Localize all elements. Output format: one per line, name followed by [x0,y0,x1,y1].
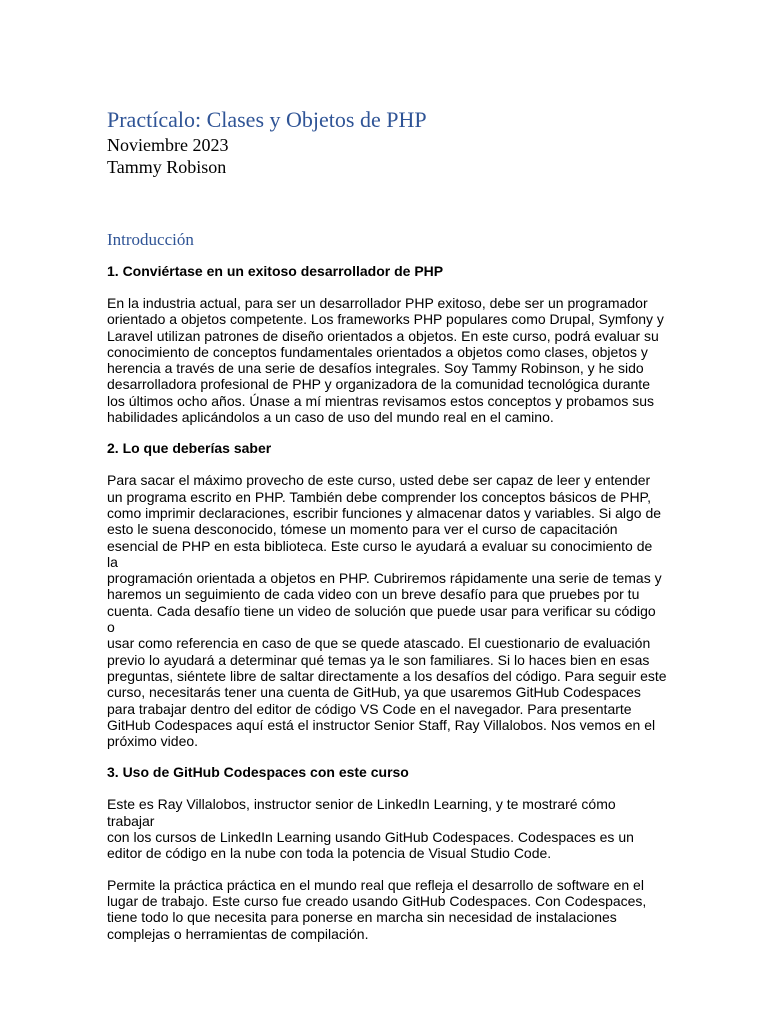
subsection-heading-2: 2. Lo que deberías saber [107,440,272,457]
paragraph-line: previo lo ayudará a determinar qué temas ya le son familiares. Si lo haces bien en esas [107,651,650,668]
paragraph-line: como imprimir declaraciones, escribir funciones y almacenar datos y variables. Si algo de [107,504,662,521]
paragraph-line: Laravel utilizan patrones de diseño orientados a objetos. En este curso, podrá evaluar su [107,327,659,344]
paragraph-line: para trabajar dentro del editor de código VS Code en el navegador. Para presentarte [107,700,632,717]
paragraph-line: orientado a objetos competente. Los frameworks PHP populares como Drupal, Symfony y [107,311,664,328]
paragraph-line: usar como referencia en caso de que se quede atascado. El cuestionario de evaluación [107,635,651,652]
paragraph-line: conocimiento de conceptos fundamentales orientados a objetos como clases, objetos y [107,343,648,360]
paragraph-1-1 [107,295,667,425]
paragraph-line: programación orientada a objetos en PHP. Cubriremos rápidamente una serie de temas y [107,570,662,587]
paragraph-3-2 [107,877,667,942]
paragraph-line: Este es Ray Villalobos, instructor senior de LinkedIn Learning, y te mostraré cómo trabajar [107,796,616,829]
paragraph-line: preguntas, siéntete libre de saltar directamente a los desafíos del código. Para seguir este [107,667,667,684]
paragraph-line: lugar de trabajo. Este curso fue creado usando GitHub Codespaces. Con Codespaces, [107,892,647,909]
subsection-heading-1: 1. Conviértase en un exitoso desarrollador de PHP [107,263,444,279]
paragraph-line: cuenta. Cada desafío tiene un video de solución que puede usar para verificar su código o [107,602,656,636]
document-author: Tammy Robison [107,157,227,177]
paragraph-line: desarrolladora profesional de PHP y organizadora de la comunidad tecnológica durante [107,376,650,393]
paragraph-line: un programa escrito en PHP. También debe comprender los conceptos básicos de PHP, [107,488,651,505]
paragraph-line: GitHub Codespaces aquí está el instructor Senior Staff, Ray Villalobos. Nos vemos en el [107,716,656,733]
paragraph-line: herencia a través de una serie de desafíos integrales. Soy Tammy Robinson, y he sido [107,360,644,377]
section-heading-introduccion: Introducción [107,230,194,249]
paragraph-line: esto le suena desconocido, tómese un momento para ver el curso de capacitación [107,521,618,538]
document-title: Practícalo: Clases y Objetos de PHP [107,107,427,132]
paragraph-line: con los cursos de LinkedIn Learning usando GitHub Codespaces. Codespaces es un [107,829,634,846]
paragraph-line: habilidades aplicándolos a un caso de uso del mundo real en el camino. [107,409,554,426]
paragraph-line: tiene todo lo que necesita para ponerse en marcha sin necesidad de instalaciones [107,909,617,926]
document-content [107,106,667,942]
paragraph-line: curso, necesitarás tener una cuenta de GitHub, ya que usaremos GitHub Codespaces [107,684,641,701]
document-date: Noviembre 2023 [107,135,229,155]
paragraph-line: los últimos ocho años. Únase a mí mientras revisamos estos conceptos y probamos sus [107,392,655,409]
paragraph-line: próximo video. [107,733,199,750]
paragraph-line: complejas o herramientas de compilación. [107,925,369,942]
paragraph-line: esencial de PHP en esta biblioteca. Este curso le ayudará a evaluar su conocimiento de la [107,537,653,570]
paragraph-line: haremos un seguimiento de cada video con un breve desafío para que pruebes por tu [107,586,640,603]
subsection-heading-3: 3. Uso de GitHub Codespaces con este curso [107,764,409,781]
paragraph-line: Permite la práctica práctica en el mundo real que refleja el desarrollo de software en el [107,876,644,893]
paragraph-3-1 [107,796,667,861]
paragraph-line: En la industria actual, para ser un desarrollador PHP exitoso, debe ser un programador [107,295,648,311]
paragraph-line: Para sacar el máximo provecho de este curso, usted debe ser capaz de leer y entender [107,472,651,489]
paragraph-line: editor de código en la nube con toda la potencia de Visual Studio Code. [107,845,552,862]
paragraph-2-1 [107,472,667,749]
